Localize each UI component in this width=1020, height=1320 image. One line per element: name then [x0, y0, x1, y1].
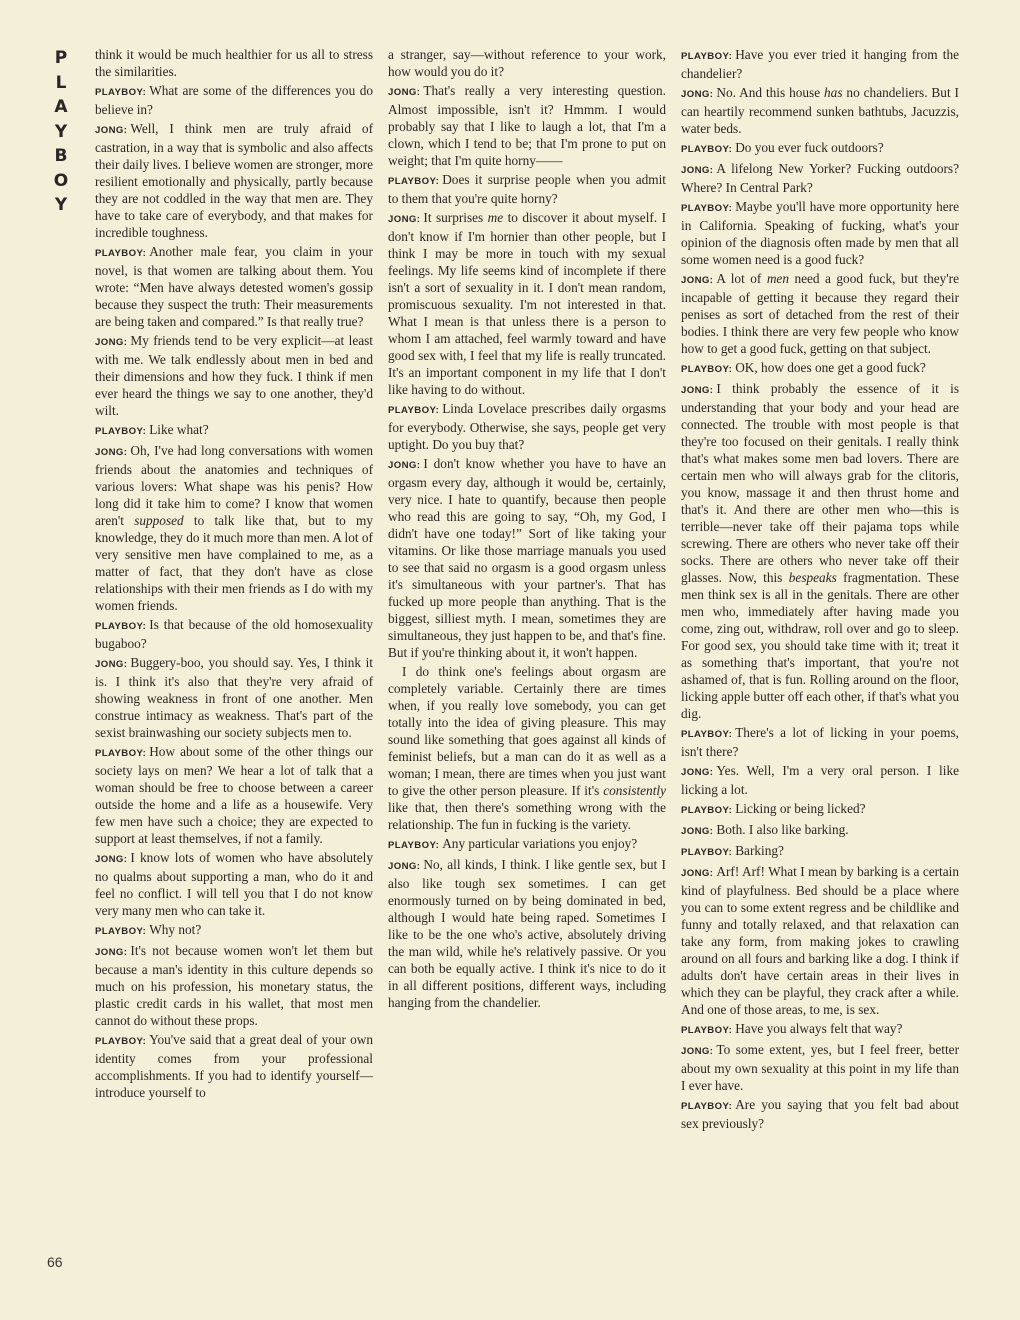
paragraph-text: Barking?	[735, 843, 784, 858]
logo-letter: P	[54, 48, 68, 68]
logo-letter: L	[55, 72, 67, 93]
paragraph-text: I think probably the essence of it is understanding that your body and your head are connected. The trouble with most people is that they're too focused on their genitals. I really think that's what makes some men bad lovers. There are certain men who will always grab for the clitoris, you know, massage it and then thrust home and that's it. And there are other men who—this is terrible—never take off their pajama tops while screwing. There are others who never take off their socks. There are others who never take off their glasses. Now, this	[681, 381, 959, 585]
paragraph-text: Both. I also like barking.	[716, 822, 849, 837]
interview-paragraph	[681, 1020, 959, 1039]
paragraph-text: Maybe you'll have more opportunity here in California. Speaking of fucking, what's your opinion of the diagnosis often made by men that all some women need is a good fuck?	[681, 199, 959, 267]
speaker-label: PLAYBOY:	[681, 729, 733, 740]
interview-paragraph	[681, 863, 959, 1018]
speaker-label: JONG:	[95, 854, 128, 865]
text-paragraph	[388, 663, 666, 833]
speaker-label: PLAYBOY:	[681, 1101, 733, 1112]
paragraph-text: No, all kinds, I think. I like gentle sex, but I also like tough sex sometimes. I can get enormously turned on by being dominated in bed, although I would hate being raped. Sometimes I like to be the one who's active, absolutely driving the man wild, while he's relatively passive. Or you can both be equally active. I think it's nice to do it in all different positions, different ways, including hanging from the chandelier.	[388, 857, 666, 1010]
interview-paragraph	[681, 359, 959, 378]
speaker-label: JONG:	[95, 125, 128, 136]
interview-paragraph	[388, 856, 666, 1011]
paragraph-text: It's not because women won't let them but because a man's identity in this culture depends so much on his profession, his monetary status, the plastic credit cards in his wallet, that most men cannot do without these props.	[95, 943, 373, 1028]
paragraph-text: A lot of	[716, 271, 767, 286]
paragraph-text: Yes. Well, I'm a very oral person. I like licking a lot.	[681, 763, 959, 797]
speaker-label: JONG:	[95, 337, 128, 348]
paragraph-text: It surprises	[423, 210, 488, 225]
speaker-label: JONG:	[681, 89, 714, 100]
interview-paragraph	[681, 84, 959, 137]
text-paragraph	[95, 46, 373, 80]
interview-paragraph	[388, 171, 666, 207]
paragraph-text: I do think one's feelings about orgasm are completely variable. Certainly there are times when, if you really love somebody, you can get totally into the idea of giving pleasure. This may sound like something that goes against all kinds of feminist beliefs, but a man can do it as well as a woman; I mean, there are times when you just want to give the other person pleasure. If it's	[388, 664, 666, 798]
paragraph-text: To some extent, yes, but I feel freer, better about my own sexuality at this point in my life than I ever have.	[681, 1042, 959, 1093]
speaker-label: JONG:	[681, 165, 714, 176]
interview-paragraph	[388, 455, 666, 661]
interview-paragraph	[95, 942, 373, 1029]
paragraph-text: need a good fuck, but they're incapable of getting it because they regard their penises as sort of detached from the rest of their bodies. I think there are very few people who know how to get a good fuck, getting on that subject.	[681, 271, 959, 356]
paragraph-text: Why not?	[149, 922, 202, 937]
paragraph-text: Buggery-boo, you should say. Yes, I think it is. I think it's also that they're very afraid of showing weakness in front of one another. Men construe intimacy as weakness. That's part of the sexist brainwashing our society subjects men to.	[95, 655, 373, 740]
paragraph-text: Like what?	[149, 422, 209, 437]
paragraph-text: My friends tend to be very explicit—at least with me. We talk endlessly about men in bed and their dimensions and how they fuck. I think if men ever heard the things we say to one another, they'd wilt.	[95, 333, 373, 418]
paragraph-text: a stranger, say—without reference to your work, how would you do it?	[388, 47, 666, 79]
text-column-2	[388, 46, 666, 1011]
emphasis-text: me	[487, 210, 504, 225]
paragraph-text: Oh, I've had long conversations with women friends about the anatomies and techniques of various lovers: What shape was his penis? How long did it take him to come? I know that women aren't	[95, 443, 373, 528]
interview-paragraph	[681, 762, 959, 798]
interview-paragraph	[681, 800, 959, 819]
interview-paragraph	[95, 1031, 373, 1101]
speaker-label: PLAYBOY:	[681, 203, 733, 214]
speaker-label: PLAYBOY:	[681, 1025, 733, 1036]
speaker-label: JONG:	[681, 385, 714, 396]
paragraph-text: There's a lot of licking in your poems, isn't there?	[681, 725, 959, 759]
speaker-label: PLAYBOY:	[388, 176, 440, 187]
paragraph-text: OK, how does one get a good fuck?	[735, 360, 926, 375]
emphasis-text: supposed	[134, 513, 184, 528]
interview-paragraph	[95, 849, 373, 919]
speaker-label: PLAYBOY:	[95, 621, 147, 632]
interview-paragraph	[681, 46, 959, 82]
speaker-label: PLAYBOY:	[388, 405, 440, 416]
paragraph-text: Any particular variations you enjoy?	[442, 836, 638, 851]
interview-paragraph	[681, 198, 959, 268]
paragraph-text: think it would be much healthier for us all to stress the similarities.	[95, 47, 373, 79]
speaker-label: PLAYBOY:	[95, 748, 147, 759]
paragraph-text: I don't know whether you have to have an orgasm every day, although it would be, certainly, very nice. I hate to quantify, because then people who read this are going to say, “Oh, my God, I didn't have one today!” Sort of like taking your vitamins. Or like those marriage manuals you used to see that said no orgasm is a good orgasm unless it's simultaneous with your partner's. That has fucked up more people than anything. That is the biggest, silliest myth. I mean, sometimes they are simultaneous, they just happen to be, and that's fine. But if you're thinking about it, it won't happen.	[388, 456, 666, 660]
emphasis-text: bespeaks	[788, 570, 837, 585]
logo-letter: B	[54, 146, 68, 166]
text-paragraph	[388, 46, 666, 80]
speaker-label: PLAYBOY:	[95, 926, 147, 937]
speaker-label: PLAYBOY:	[681, 805, 733, 816]
speaker-label: PLAYBOY:	[95, 1036, 147, 1047]
paragraph-text: like that, then there's something wrong with the relationship. The fun in fucking is the variety.	[388, 800, 666, 832]
speaker-label: JONG:	[681, 826, 714, 837]
paragraph-text: What are some of the differences you do believe in?	[95, 83, 373, 117]
paragraph-text: Well, I think men are truly afraid of castration, in a way that is symbolic and also affects their daily lives. I believe women are stronger, more resilient emotionally and physically, partly because they are not coddled in the way that men are. They have to take care of everybody, and that makes for incredible toughness.	[95, 121, 373, 240]
paragraph-text: That's really a very interesting question. Almost impossible, isn't it? Hmmm. I would probably say that I like to laugh a lot, that I'm a clown, which I tend to be; that I'm prone to put on weight; that I'm quite horny——	[388, 83, 666, 168]
interview-paragraph	[681, 1041, 959, 1094]
paragraph-text: How about some of the other things our society lays on men? We hear a lot of talk that a woman should be free to choose between a career outside the home and a life as a housewife. Very few men have such a choice; they are expected to support at least themselves, if not a family.	[95, 744, 373, 846]
speaker-label: JONG:	[681, 275, 714, 286]
paragraph-text: Arf! Arf! What I mean by barking is a certain kind of playfulness. Bed should be a place where you can to some extent regress and be childlike and funny and totally relaxed, and that relaxation can take any form, from making jokes to crawling around on all fours and barking like a dog. I think if adults don't have certain areas in their lives in which they can be playful, they crack after a while. And one of those areas, to me, is sex.	[681, 864, 959, 1017]
speaker-label: JONG:	[681, 868, 714, 879]
paragraph-text: A lifelong New Yorker? Fucking outdoors? Where? In Central Park?	[681, 161, 959, 195]
page-number: 66	[47, 1254, 63, 1270]
speaker-label: JONG:	[681, 1046, 714, 1057]
interview-paragraph	[681, 139, 959, 158]
paragraph-text: Have you ever tried it hanging from the chandelier?	[681, 47, 959, 81]
text-column-1	[95, 46, 373, 1101]
speaker-label: JONG:	[95, 447, 128, 458]
speaker-label: PLAYBOY:	[681, 144, 733, 155]
paragraph-text: Does it surprise people when you admit to them that you're quite horny?	[388, 172, 666, 206]
paragraph-text: You've said that a great deal of your own identity comes from your professional accomplishments. If you had to identify yourself—introduce yourself to	[95, 1032, 373, 1100]
paragraph-text: Another male fear, you claim in your novel, is that women are talking about them. You wrote: “Men have always detested women's gossip because they suspect the truth: Their measurements are being taken and compared.” Is that really true?	[95, 244, 373, 329]
interview-paragraph	[95, 616, 373, 652]
interview-paragraph	[95, 442, 373, 614]
speaker-label: JONG:	[95, 659, 128, 670]
magazine-logo-vertical	[42, 46, 80, 218]
interview-paragraph	[95, 332, 373, 419]
speaker-label: PLAYBOY:	[95, 426, 147, 437]
interview-paragraph	[95, 82, 373, 118]
paragraph-text: to talk like that, but to my knowledge, they do it much more than men. A lot of very sensitive men have complained to me, as a matter of fact, that they don't have as close relationships with their men friends as I do with my women friends.	[95, 513, 373, 613]
speaker-label: PLAYBOY:	[95, 87, 147, 98]
interview-paragraph	[681, 270, 959, 357]
logo-letter: Y	[54, 121, 68, 142]
speaker-label: JONG:	[681, 767, 714, 778]
paragraph-text: I know lots of women who have absolutely no qualms about supporting a man, who do it and feel no conflict. I will tell you that I do not know very many men who can take it.	[95, 850, 373, 918]
interview-paragraph	[681, 160, 959, 196]
paragraph-text: fragmentation. These men think sex is all in the genitals. There are other men who, immediately after having made you come, zing out, withdraw, roll over and go to sleep. For good sex, you should take time with it; treat it as something that's important, that you're not ashamed of, that is fun. Rolling around on the floor, licking apple butter off each other, if that's what you dig.	[681, 570, 960, 721]
interview-paragraph	[95, 921, 373, 940]
speaker-label: JONG:	[388, 87, 421, 98]
logo-letter: O	[53, 170, 69, 191]
paragraph-text: No. And this house	[716, 85, 825, 100]
speaker-label: PLAYBOY:	[681, 51, 733, 62]
emphasis-text: consistently	[603, 783, 666, 798]
text-column-3	[681, 46, 959, 1132]
paragraph-text: Have you always felt that way?	[735, 1021, 903, 1036]
interview-paragraph	[95, 743, 373, 847]
paragraph-text: no chandeliers. But I can heartily recommend sunken bathtubs, Jacuzzis, water beds.	[681, 85, 959, 136]
speaker-label: PLAYBOY:	[681, 364, 733, 375]
logo-letter: A	[54, 97, 68, 117]
paragraph-text: Licking or being licked?	[735, 801, 866, 816]
logo-letter: Y	[54, 195, 68, 215]
speaker-label: PLAYBOY:	[95, 248, 147, 259]
interview-paragraph	[388, 835, 666, 854]
emphasis-text: men	[766, 271, 789, 286]
paragraph-text: Is that because of the old homosexuality bugaboo?	[95, 617, 373, 651]
speaker-label: JONG:	[388, 460, 421, 471]
interview-paragraph	[95, 243, 373, 330]
interview-paragraph	[681, 842, 959, 861]
speaker-label: JONG:	[388, 214, 421, 225]
speaker-label: JONG:	[95, 947, 128, 958]
speaker-label: PLAYBOY:	[681, 847, 733, 858]
paragraph-text: to discover it about myself. I don't know if I'm hornier than other people, but I think I may be more in touch with my sexual feelings. My life seems kind of incomplete if there isn't a sort of sexuality in it. I don't mean random, promiscuous sexuality. I'm not interested in that. What I mean is that unless there is a person to whom I am attached, feel warmly toward and have good sex with, I feel that my life is really truncated. It's an important component in my life that I don't like having to do without.	[388, 210, 666, 397]
interview-paragraph	[388, 209, 666, 398]
speaker-label: JONG:	[388, 861, 421, 872]
interview-paragraph	[95, 654, 373, 741]
interview-paragraph	[95, 421, 373, 440]
speaker-label: PLAYBOY:	[388, 840, 440, 851]
paragraph-text: Are you saying that you felt bad about sex previously?	[681, 1097, 959, 1131]
interview-paragraph	[681, 821, 959, 840]
interview-paragraph	[681, 1096, 959, 1132]
paragraph-text: Do you ever fuck outdoors?	[735, 140, 884, 155]
interview-paragraph	[388, 400, 666, 453]
interview-paragraph	[388, 82, 666, 169]
interview-paragraph	[681, 380, 959, 722]
interview-paragraph	[681, 724, 959, 760]
interview-paragraph	[95, 120, 373, 241]
paragraph-text: Linda Lovelace prescribes daily orgasms for everybody. Otherwise, she says, people get very uptight. Do you buy that?	[388, 401, 666, 452]
emphasis-text: has	[824, 85, 843, 100]
